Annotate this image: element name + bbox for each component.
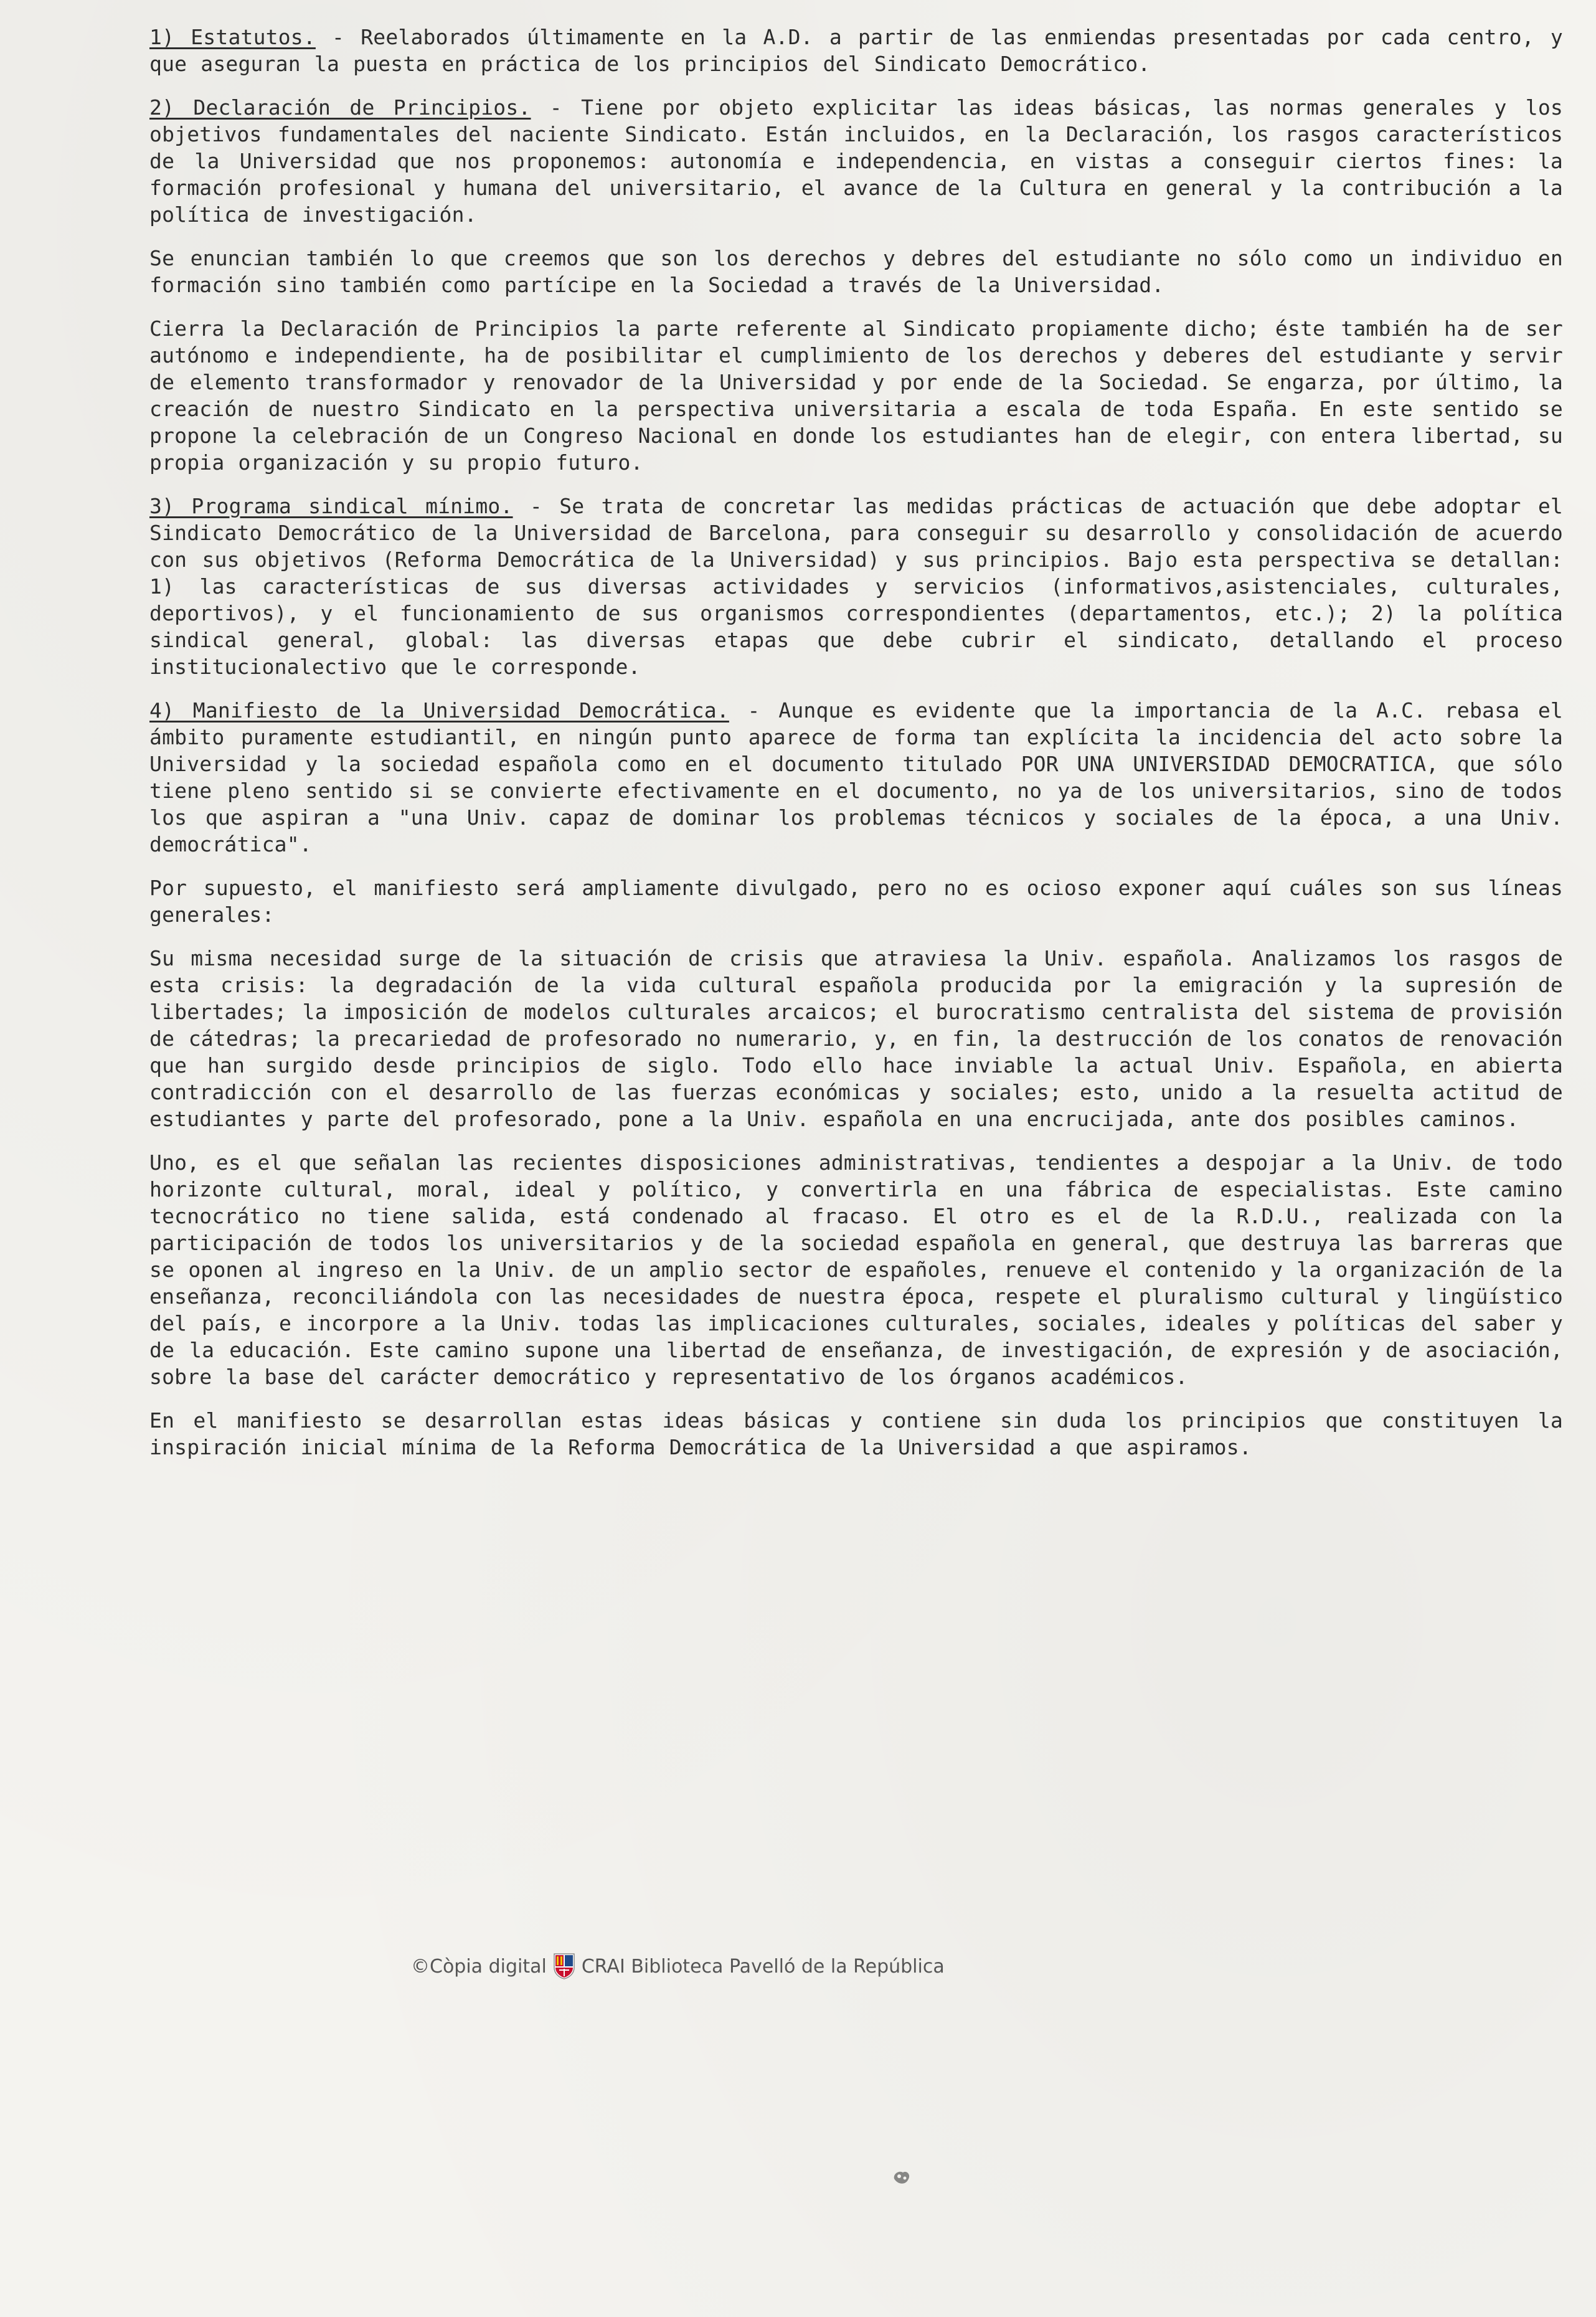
paragraph-caminos: [149, 1149, 1563, 1390]
section-heading: 3) Programa sindical mínimo.: [149, 494, 513, 518]
paragraph-text: Su misma necesidad surge de la situación de crisis que atraviesa la Univ. española. Analizamos los rasgos de esta crisis: la degradación de la vida cultural española producida por la emigración y la supresión de libertades; la imposición de modelos culturales arcaicos; el burocratismo centralista del sistema de provisión de cátedras; la precariedad de profesorado no numerario, y, en fin, la destrucción de los conatos de renovación que han surgido desde principios de siglo. Todo ello hace inviable la actual Univ. Española, en abierta contradicción con el desarrollo de las fuerzas económicas y sociales; esto, unido a la resuelta actitud de estudiantes y parte del profesorado, pone a la Univ. española en una encrucijada, ante dos posibles caminos.: [149, 946, 1563, 1131]
paragraph-crisis: [149, 945, 1563, 1132]
paragraph-sindicato: [149, 315, 1563, 476]
paragraph-conclusion: [149, 1407, 1563, 1461]
paragraph-text: - Reelaborados últimamente en la A.D. a partir de las enmiendas presentadas por cada centro, y que aseguran la puesta en práctica de los principios del Sindicato Democrático.: [149, 25, 1563, 76]
document-body: [149, 24, 1563, 1477]
university-crest-icon: [553, 1953, 575, 1980]
paragraph-estatutos: [149, 24, 1563, 77]
paragraph-text: Uno, es el que señalan las recientes disposiciones administrativas, tendientes a despojar a la Univ. de todo horizonte cultural, moral, ideal y político, y convertirla en una fábrica de especialistas. Este camino tecnocrático no tiene salida, está condenado al fracaso. El otro es el de la R.D.U., realizada con la participación de todos los universitarios y de la sociedad española en general, que destruya las barreras que se oponen al ingreso en la Univ. de un amplio sector de españoles, renueve el contenido y la organización de la enseñanza, reconciliándola con las necesidades de nuestra época, respete el pluralismo cultural y lingüístico del país, e incorpore a la Univ. todas las implicaciones culturales, sociales, ideales y políticas del saber y de la educación. Este camino supone una libertad de enseñanza, de investigación, de expresión y de asociación, sobre la base del carácter democrático y representativo de los órganos académicos.: [149, 1150, 1563, 1389]
ink-smudge-icon: [890, 2168, 913, 2186]
paragraph-text: Se enuncian también lo que creemos que son los derechos y debres del estudiante no sólo como un individuo en formación sino también como partícipe en la Sociedad a través de la Universidad.: [149, 246, 1563, 297]
paragraph-text: En el manifiesto se desarrollan estas ideas básicas y contiene sin duda los principios que constituyen la inspiración inicial mínima de la Reforma Democrática de la Universidad a que aspiramos.: [149, 1408, 1563, 1459]
paragraph-text: Por supuesto, el manifiesto será ampliamente divulgado, pero no es ocioso exponer aquí cuáles son sus líneas generales:: [149, 876, 1563, 927]
copyright-text: ©Còpia digital: [411, 1955, 547, 1978]
paragraph-text: Cierra la Declaración de Principios la parte referente al Sindicato propiamente dicho; éste también ha de ser autónomo e independiente, ha de posibilitar el cumplimiento de los derechos y deberes del estudiante y servir de elemento transformador y renovador de la Universidad y por ende de la Sociedad. Se engarza, por último, la creación de nuestro Sindicato en la perspectiva universitaria a escala de toda España. En este sentido se propone la celebración de un Congreso Nacional en donde los estudiantes han de elegir, con entera libertad, su propia organización y su propio futuro.: [149, 316, 1563, 475]
paragraph-declaracion: [149, 94, 1563, 228]
digital-copy-footer: [411, 1951, 945, 1981]
paragraph-text: - Se trata de concretar las medidas prácticas de actuación que debe adoptar el Sindicato Democrático de la Universidad de Barcelona, para conseguir su desarrollo y consolidación de acuerdo con sus objetivos (Reforma Democrática de la Universidad) y sus principios. Bajo esta perspectiva se detallan: 1) las características de sus diversas actividades y servicios (informativos,asistenciales, culturales, deportivos), y el funcionamiento de sus organismos correspondientes (departamentos, etc.); 2) la política sindical general, global: las diversas etapas que debe cubrir el sindicato, detallando el proceso institucionalectivo que le corresponde.: [149, 494, 1563, 679]
section-heading: 1) Estatutos.: [149, 25, 316, 49]
section-heading: 2) Declaración de Principios.: [149, 95, 531, 120]
paragraph-text: - Tiene por objeto explicitar las ideas básicas, las normas generales y los objetivos fundamentales del naciente Sindicato. Están incluidos, en la Declaración, los rasgos característicos de la Universidad que nos proponemos: autonomía e independencia, en vistas a conseguir ciertos fines: la formación profesional y humana del universitario, el avance de la Cultura en general y la contribución a la política de investigación.: [149, 95, 1563, 227]
paragraph-derechos: [149, 245, 1563, 298]
section-heading: 4) Manifiesto de la Universidad Democrática.: [149, 698, 729, 723]
paragraph-text: - Aunque es evidente que la importancia de la A.C. rebasa el ámbito puramente estudiantil, en ningún punto aparece de forma tan explícita la incidencia del acto sobre la Universidad y la sociedad española como en el documento titulado POR UNA UNIVERSIDAD DEMOCRATICA, que sólo tiene pleno sentido si se convierte efectivamente en el documento, no ya de los universitarios, sino de todos los que aspiran a "una Univ. capaz de dominar los problemas técnicos y sociales de la época, a una Univ. democrática".: [149, 698, 1563, 856]
library-name: CRAI Biblioteca Pavelló de la República: [581, 1955, 945, 1978]
paragraph-programa: [149, 493, 1563, 680]
paragraph-lineas: [149, 874, 1563, 928]
paragraph-manifiesto: [149, 697, 1563, 858]
